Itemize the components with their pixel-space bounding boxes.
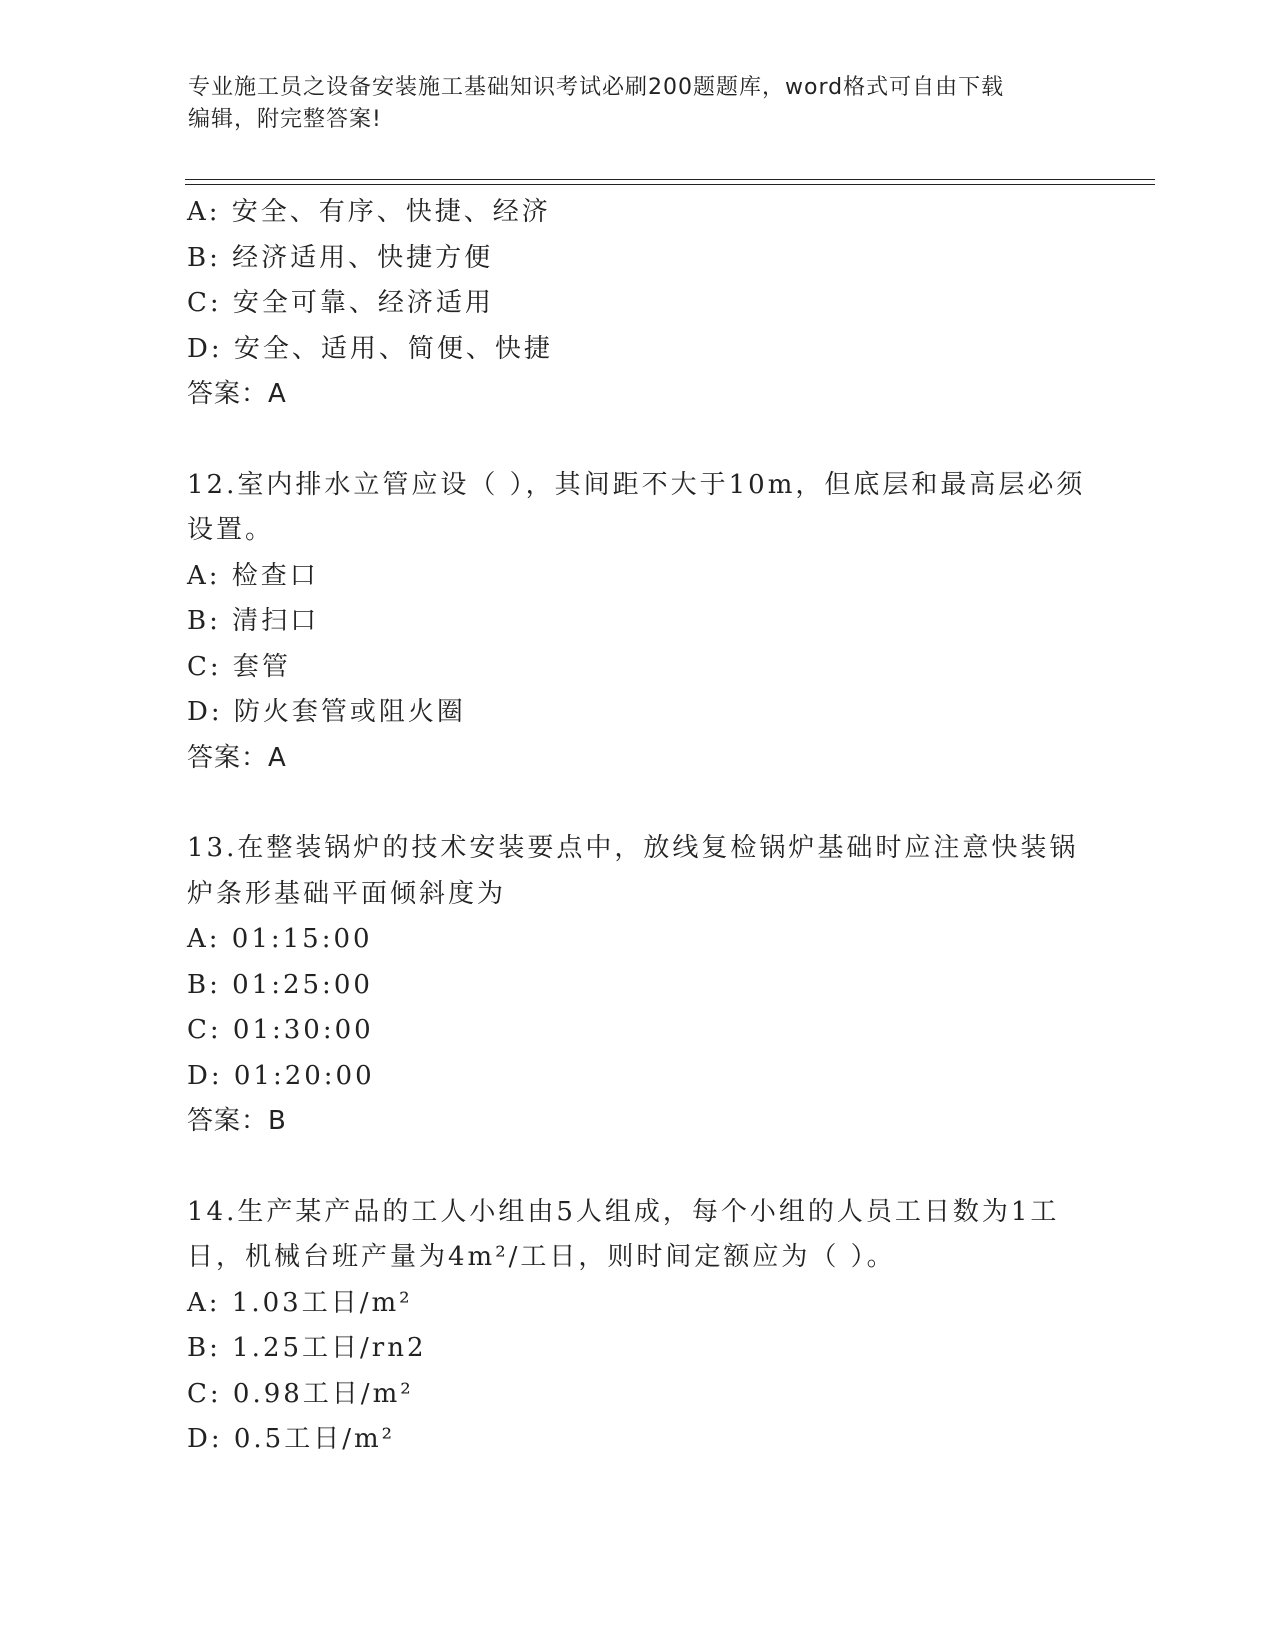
- q12-answer: 答案：A: [187, 742, 287, 773]
- q13-option-c: C: 01:30:00: [187, 1015, 374, 1045]
- q14-option-a: A: 1.03工日/m²: [187, 1287, 413, 1318]
- header-divider-top: [185, 179, 1155, 180]
- question-gap: [187, 418, 1087, 463]
- question-gap: [187, 1145, 1087, 1190]
- q11-option-d: D: 安全、适用、简便、快捷: [187, 333, 553, 364]
- q11-answer: 答案：A: [187, 379, 287, 409]
- question-11-block: [187, 190, 1087, 418]
- header-title-line-1: 专业施工员之设备安装施工基础知识考试必刷200题题库，word格式可自由下载: [188, 75, 1005, 100]
- q14-option-c: C: 0.98工日/m²: [187, 1378, 414, 1409]
- q13-option-b: B: 01:25:00: [187, 969, 373, 1000]
- q13-option-a: A: 01:15:00: [187, 924, 373, 954]
- q12-option-b: B: 清扫口: [187, 606, 320, 636]
- q11-option-b: B: 经济适用、快捷方便: [187, 242, 494, 273]
- q12-option-a: A: 检查口: [187, 560, 319, 591]
- q11-option-c: C: 安全可靠、经济适用: [187, 288, 494, 318]
- question-12-block: [187, 463, 1087, 782]
- question-gap: [187, 781, 1087, 826]
- q13-stem-line-2: 炉条形基础平面倾斜度为: [187, 878, 507, 909]
- q13-answer: 答案：B: [187, 1106, 287, 1136]
- q14-option-b: B: 1.25工日/rn2: [187, 1333, 427, 1363]
- question-14-block: [187, 1190, 1087, 1463]
- q14-stem-line-1: 14.生产某产品的工人小组由5人组成，每个小组的人员工日数为1工: [187, 1196, 1060, 1227]
- header-divider-bottom: [185, 184, 1155, 185]
- q13-option-d: D: 01:20:00: [187, 1060, 375, 1091]
- q12-stem-line-2: 设置。: [187, 515, 275, 545]
- q12-stem-line-1: 12.室内排水立管应设（ ），其间距不大于10m，但底层和最高层必须: [187, 469, 1086, 500]
- document-header: [188, 72, 1088, 136]
- q14-stem-line-2: 日，机械台班产量为4m²/工日，则时间定额应为（ ）。: [187, 1242, 896, 1272]
- question-13-block: [187, 826, 1087, 1145]
- header-title-line-2: 编辑，附完整答案!: [188, 107, 382, 132]
- q12-option-c: C: 套管: [187, 651, 291, 682]
- q11-option-a: A: 安全、有序、快捷、经济: [187, 197, 551, 227]
- q13-stem-line-1: 13.在整装锅炉的技术安装要点中，放线复检锅炉基础时应注意快装锅: [187, 833, 1079, 863]
- document-body: [187, 190, 1087, 1463]
- q14-option-d: D: 0.5工日/m²: [187, 1424, 396, 1454]
- q12-option-d: D: 防火套管或阻火圈: [187, 697, 466, 727]
